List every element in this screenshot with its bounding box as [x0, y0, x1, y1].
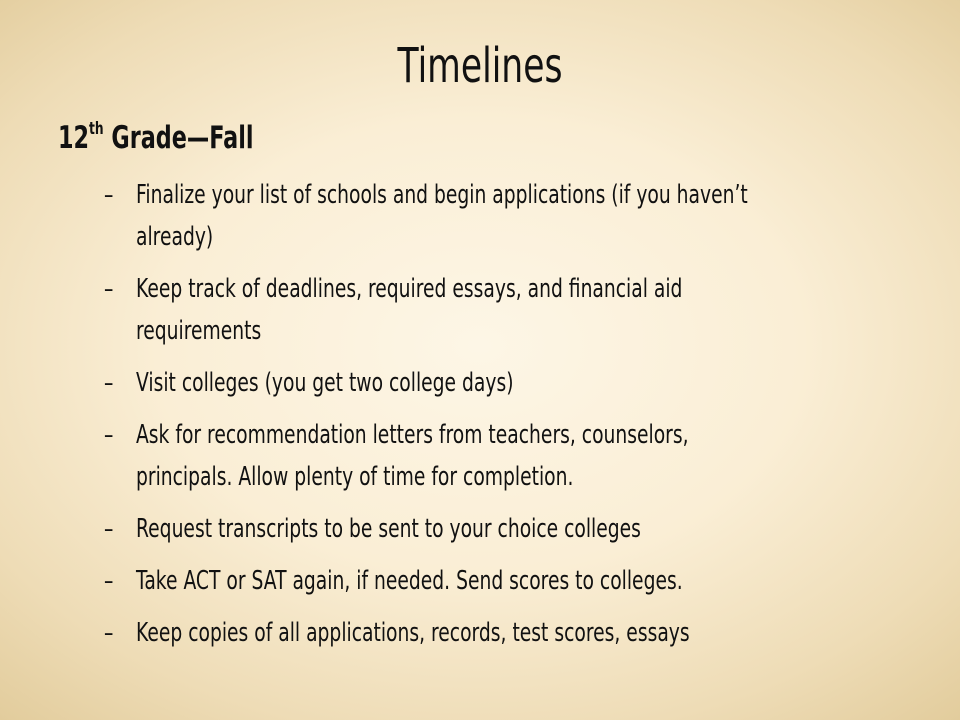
bullet-text-line: Finalize your list of schools and begin applications (if you haven’t: [136, 180, 748, 210]
dash-marker: –: [104, 274, 114, 304]
bullet-item: [104, 558, 920, 604]
bullet-item: [104, 172, 920, 260]
bullet-item: [104, 610, 920, 656]
dash-marker: –: [104, 566, 114, 596]
bullet-list: [104, 172, 920, 662]
bullet-text-line: Keep copies of all applications, records, test scores, essays: [136, 618, 690, 648]
bullet-text-line: Request transcripts to be sent to your choice colleges: [136, 514, 641, 544]
dash-marker: –: [104, 420, 114, 450]
grade-suffix: th: [89, 119, 104, 139]
bullet-item: [104, 412, 920, 500]
dash-marker: –: [104, 618, 114, 648]
bullet-text-line: principals. Allow plenty of time for completion.: [136, 462, 574, 492]
bullet-text-line: requirements: [136, 316, 262, 346]
slide-title: Timelines: [397, 38, 563, 94]
bullet-text-line: Ask for recommendation letters from teachers, counselors,: [136, 420, 689, 450]
section-heading: [58, 116, 254, 160]
dash-marker: –: [104, 514, 114, 544]
grade-number: 12: [58, 120, 90, 156]
section-heading-rest: Grade—Fall: [103, 120, 254, 156]
bullet-text-line: Take ACT or SAT again, if needed. Send scores to colleges.: [136, 566, 683, 596]
bullet-text-line: Visit colleges (you get two college days): [136, 368, 514, 398]
bullet-item: [104, 266, 920, 354]
dash-marker: –: [104, 180, 114, 210]
bullet-text-line: Keep track of deadlines, required essays, and financial aid: [136, 274, 683, 304]
bullet-item: [104, 360, 920, 406]
bullet-text-line: already): [136, 222, 214, 252]
bullet-item: [104, 506, 920, 552]
dash-marker: –: [104, 368, 114, 398]
